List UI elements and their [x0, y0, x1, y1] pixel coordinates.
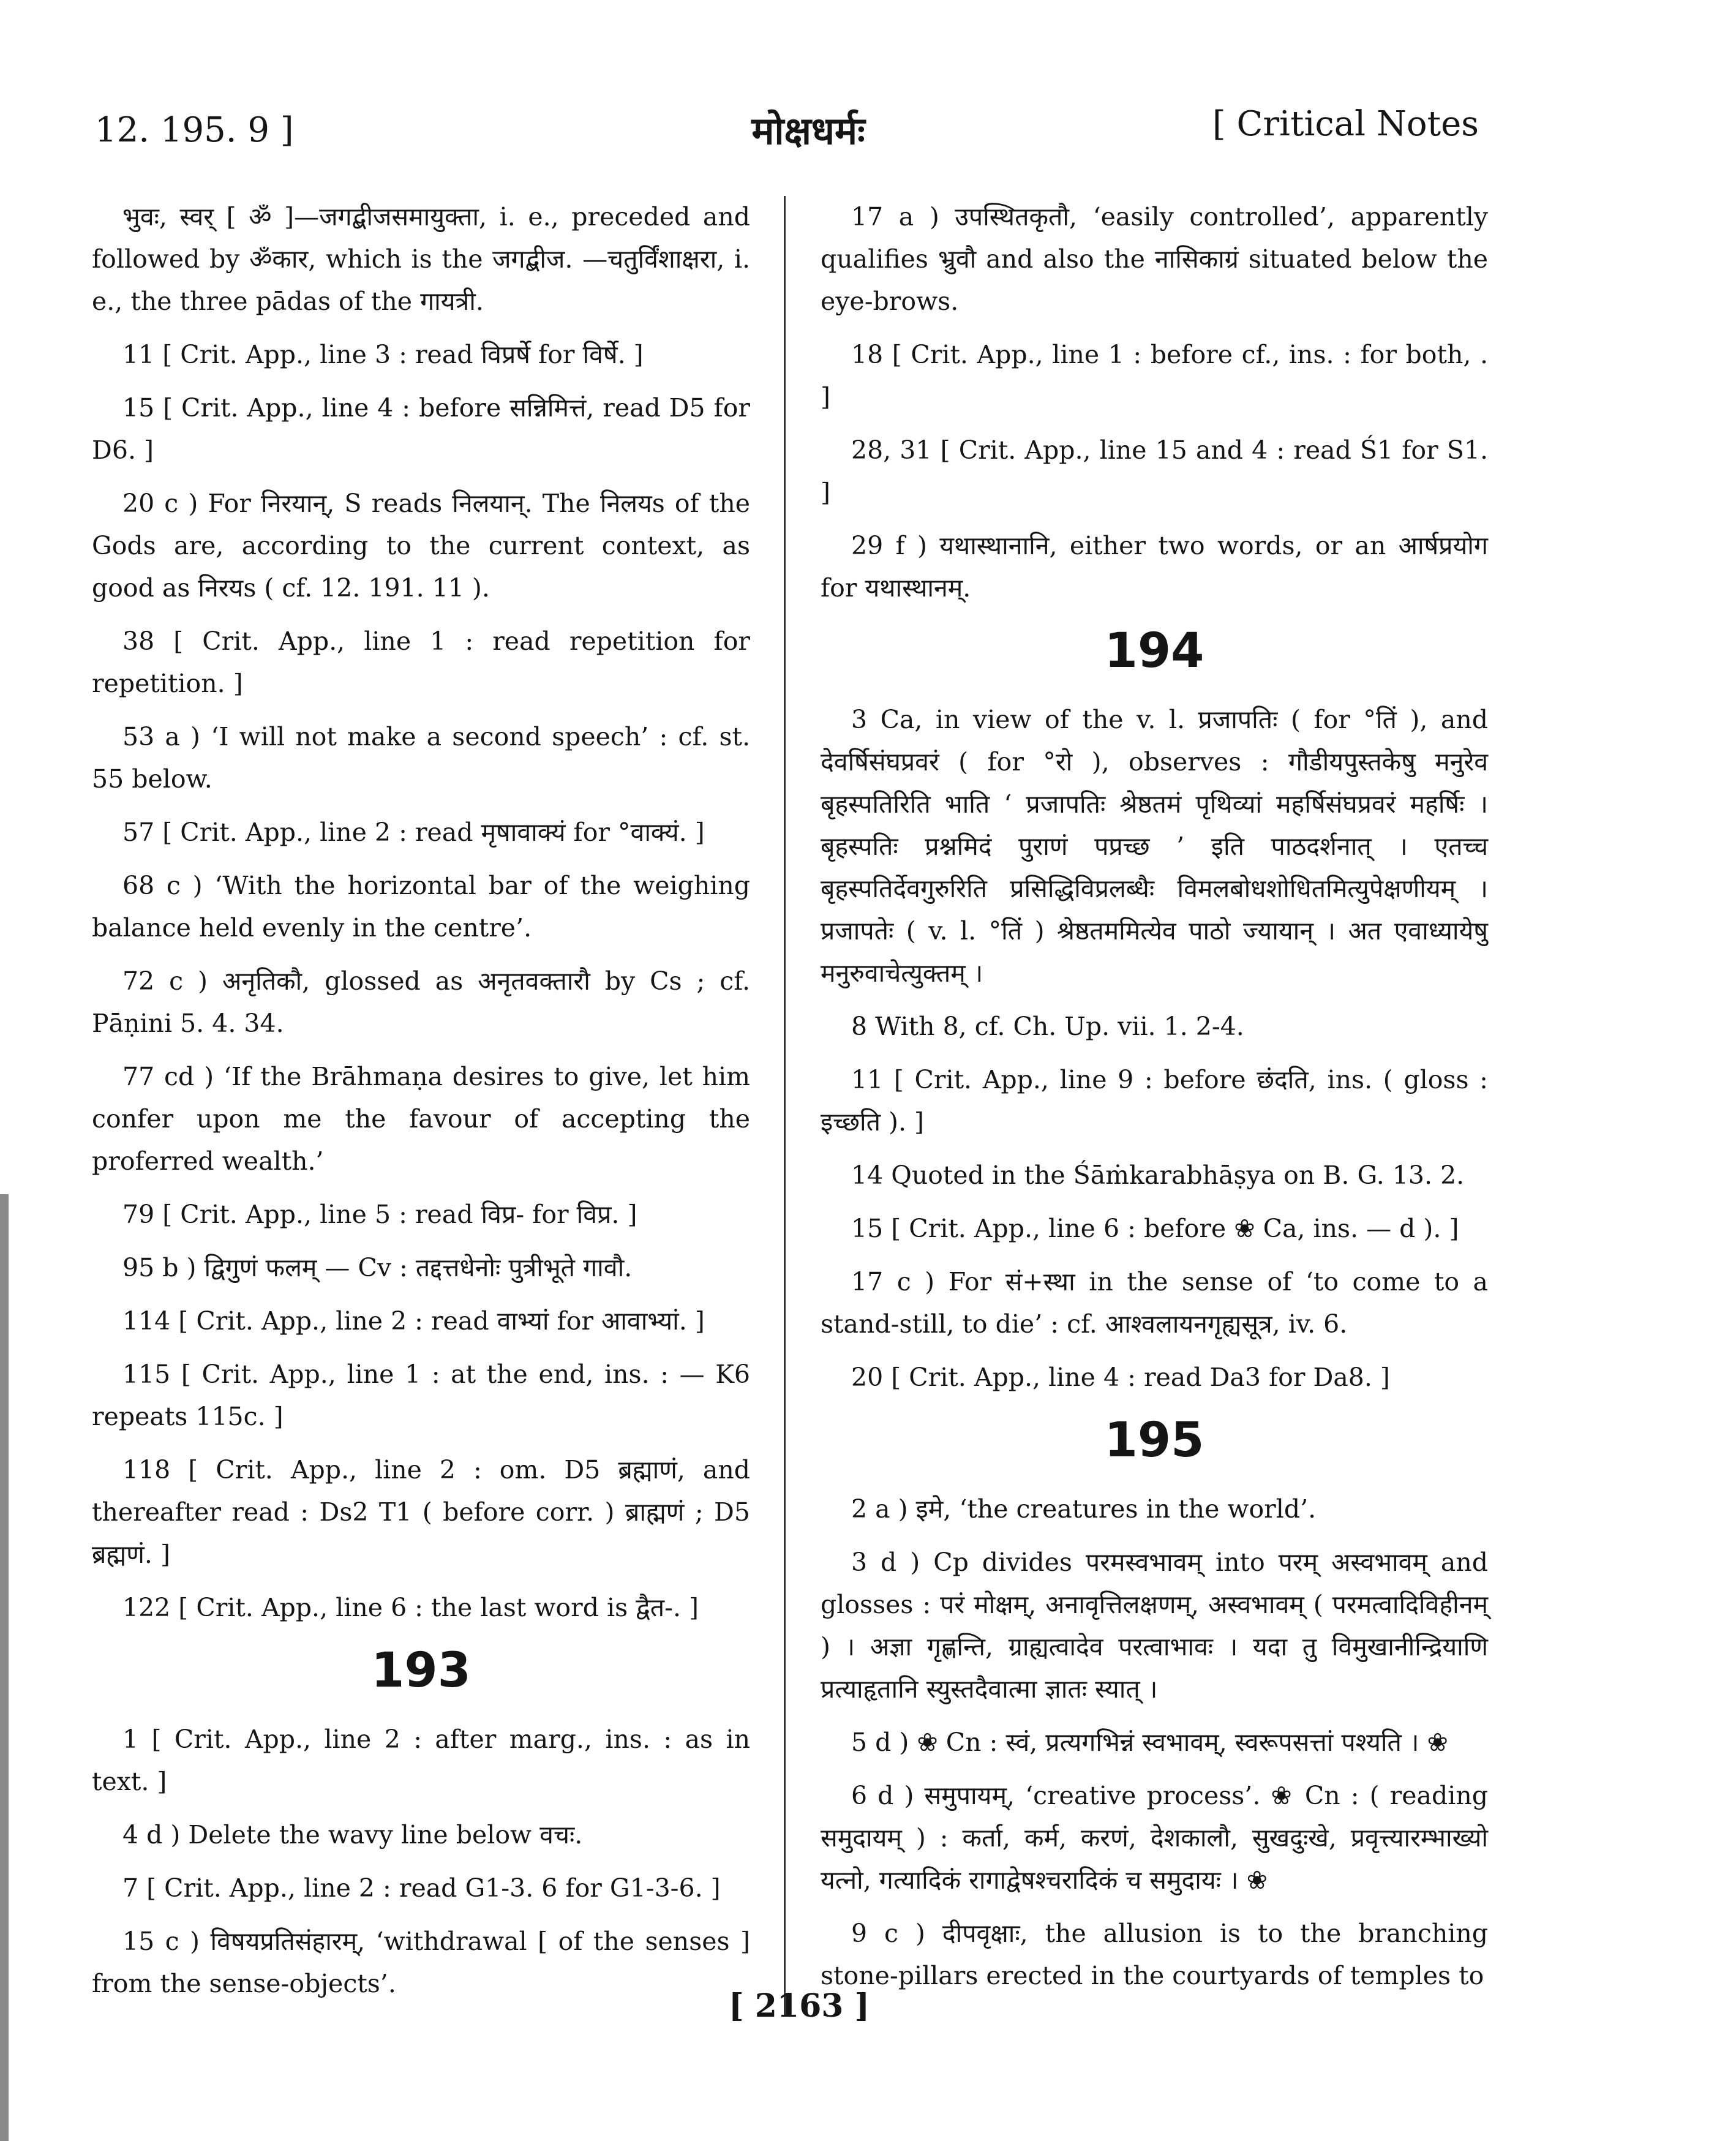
note-entry: 95 b ) द्विगुणं फलम् — Cv : तद्दत्तधेनोः पुत्रीभूते गावौ. — [122, 1253, 633, 1282]
note-entry: 114 [ Crit. App., line 2 : read वाभ्यां for आवाभ्यां. ] — [122, 1306, 705, 1336]
note-entry: 38 [ Crit. App., line 1 : read repetition for repetition. ] — [92, 626, 750, 698]
left-column — [92, 196, 750, 2016]
section-heading-194: 194 — [1104, 623, 1204, 679]
note-entry: 17 a ) उपस्थितकृतौ, ‘easily controlled’, apparently qualifies भ्रुवौ and also the नासिकाग्रं situated below the eye-brows. — [821, 202, 1488, 316]
note-entry: 2 a ) इमे, ‘the creatures in the world’. — [851, 1494, 1317, 1524]
note-entry: 11 [ Crit. App., line 3 : read विप्रर्षे for विर्षे. ] — [122, 340, 644, 369]
note-entry: 122 [ Crit. App., line 6 : the last word is द्वैत-. ] — [122, 1593, 699, 1622]
note-entry: 28, 31 [ Crit. App., line 15 and 4 : read Ś1 for S1. ] — [821, 435, 1488, 507]
note-entry: 17 c ) For सं+स्था in the sense of ‘to come to a stand-still, to die’ : cf. आश्वलायनगृह्यसूत्र, iv. 6. — [821, 1267, 1488, 1339]
section-heading-193: 193 — [371, 1643, 471, 1698]
note-entry: 15 [ Crit. App., line 6 : before ❀ Ca, ins. — d ). ] — [851, 1214, 1459, 1243]
note-entry: 53 a ) ‘I will not make a second speech’ : cf. st. 55 below. — [92, 722, 750, 794]
running-head-reference: 12. 195. 9 ] — [95, 110, 294, 150]
note-entry: 68 c ) ‘With the horizontal bar of the weighing balance held evenly in the centre’. — [92, 871, 750, 943]
note-entry: 11 [ Crit. App., line 9 : before छंदति, ins. ( gloss : इच्छति ). ] — [821, 1065, 1488, 1137]
note-entry: 9 c ) दीपवृक्षाः, the allusion is to the branching stone-pillars erected in the courtyards of temples to — [821, 1919, 1488, 1990]
note-entry: 3 Ca, in view of the v. l. प्रजापतिः ( for °तिं ), and देवर्षिसंघप्रवरं ( for °रो ), observes : गौडीयपुस्तकेषु मनुरेव बृहस्पतिरिति भाति ‘ प्रजापतिः श्रेष्ठतमं पृथिव्यां महर्षिसंघप्रवरं महर्षिः । बृहस्पतिः प्रश्नमिदं पुराणं पप्रच्छ ’ इति पाठदर्शनात् । एतच्च बृहस्पतिर्देवगुरुरिति प्रसिद्धिविप्रलब्धैः विमलबोधशोधितमित्युपेक्षणीयम् । प्रजापतेः ( v. l. °तिं ) श्रेष्ठतममित्येव पाठो ज्यायान् । अत एवाध्यायेषु मनुरुवाचेत्युक्तम् । — [821, 705, 1488, 988]
note-entry: 6 d ) समुपायम्, ‘creative process’. ❀ Cn : ( reading समुदायम् ) : कर्ता, कर्म, करणं, देशकालौ, सुखदुःखे, प्रवृत्त्यारम्भाख्यो यत्नो, गत्यादिकं रागाद्वेषश्चरादिकं च समुदायः । ❀ — [821, 1781, 1488, 1895]
binding-edge-shadow — [0, 1194, 9, 2141]
note-entry: 118 [ Crit. App., line 2 : om. D5 ब्रह्माणं, and thereafter read : Ds2 T1 ( before corr. ) ब्राह्मणं ; D5 ब्रह्मणं. ] — [92, 1455, 750, 1569]
section-heading-195: 195 — [1104, 1413, 1204, 1468]
note-entry: 4 d ) Delete the wavy line below वचः. — [122, 1820, 583, 1849]
note-entry: 8 With 8, cf. Ch. Up. vii. 1. 2-4. — [851, 1012, 1244, 1041]
note-entry: 20 c ) For निरयान्, S reads निलयान्. The निलयs of the Gods are, according to the current context, as good as निरयs ( cf. 12. 191. 11 ). — [92, 489, 750, 603]
page-number: [ 2163 ] — [729, 1987, 870, 2025]
note-entry: भुवः, स्वर् [ ॐ ]—जगद्बीजसमायुक्ता, i. e., preceded and followed by ॐकार, which is the जगद्बीज. —चतुर्विंशाक्षरा, i. e., the three pādas of the गायत्री. — [92, 202, 750, 316]
note-entry: 14 Quoted in the Śāṁkarabhāṣya on B. G. 13. 2. — [851, 1161, 1465, 1190]
note-entry: 15 [ Crit. App., line 4 : before सन्निमित्तं, read D5 for D6. ] — [92, 393, 750, 465]
note-entry: 79 [ Crit. App., line 5 : read विप्र- for विप्र. ] — [122, 1200, 637, 1229]
note-entry: 57 [ Crit. App., line 2 : read मृषावाक्यं for °वाक्यं. ] — [122, 818, 705, 847]
right-column — [821, 196, 1488, 2008]
note-entry: 20 [ Crit. App., line 4 : read Da3 for Da8. ] — [851, 1363, 1390, 1392]
note-entry: 3 d ) Cp divides परमस्वभावम् into परम् अस्वभावम् and glosses : परं मोक्षम्, अनावृत्तिलक्षणम्, अस्वभावम् ( परमत्वादिविहीनम् ) । अज्ञा गृह्णन्ति, ग्राह्यत्वादेव परत्वाभावः । यदा तु विमुखानीन्द्रियाणि प्रत्याहृतानि स्युस्तदैवात्मा ज्ञातः स्यात् । — [821, 1548, 1488, 1704]
note-entry: 15 c ) विषयप्रतिसंहारम्, ‘withdrawal [ of the senses ] from the sense-objects’. — [92, 1927, 750, 1998]
running-head-section: [ Critical Notes — [1212, 104, 1479, 144]
note-entry: 7 [ Crit. App., line 2 : read G1-3. 6 for G1-3-6. ] — [122, 1873, 721, 1903]
column-divider — [784, 196, 786, 2015]
note-entry: 18 [ Crit. App., line 1 : before cf., ins. : for both, . ] — [821, 340, 1488, 412]
running-head-title: मोक्षधर्मः — [751, 108, 865, 153]
note-entry: 115 [ Crit. App., line 1 : at the end, ins. : — K6 repeats 115c. ] — [92, 1360, 750, 1431]
note-entry: 29 f ) यथास्थानानि, either two words, or an आर्षप्रयोग for यथास्थानम्. — [821, 531, 1488, 603]
note-entry: 5 d ) ❀ Cn : स्वं, प्रत्यगभिन्नं स्वभावम्, स्वरूपसत्तां पश्यति । ❀ — [851, 1728, 1448, 1757]
note-entry: 1 [ Crit. App., line 2 : after marg., ins. : as in text. ] — [92, 1725, 750, 1796]
note-entry: 72 c ) अनृतिकौ, glossed as अनृतवक्तारौ by Cs ; cf. Pāṇini 5. 4. 34. — [92, 966, 750, 1038]
note-entry: 77 cd ) ‘If the Brāhmaṇa desires to give, let him confer upon me the favour of accepting the proferred wealth.’ — [92, 1062, 750, 1176]
